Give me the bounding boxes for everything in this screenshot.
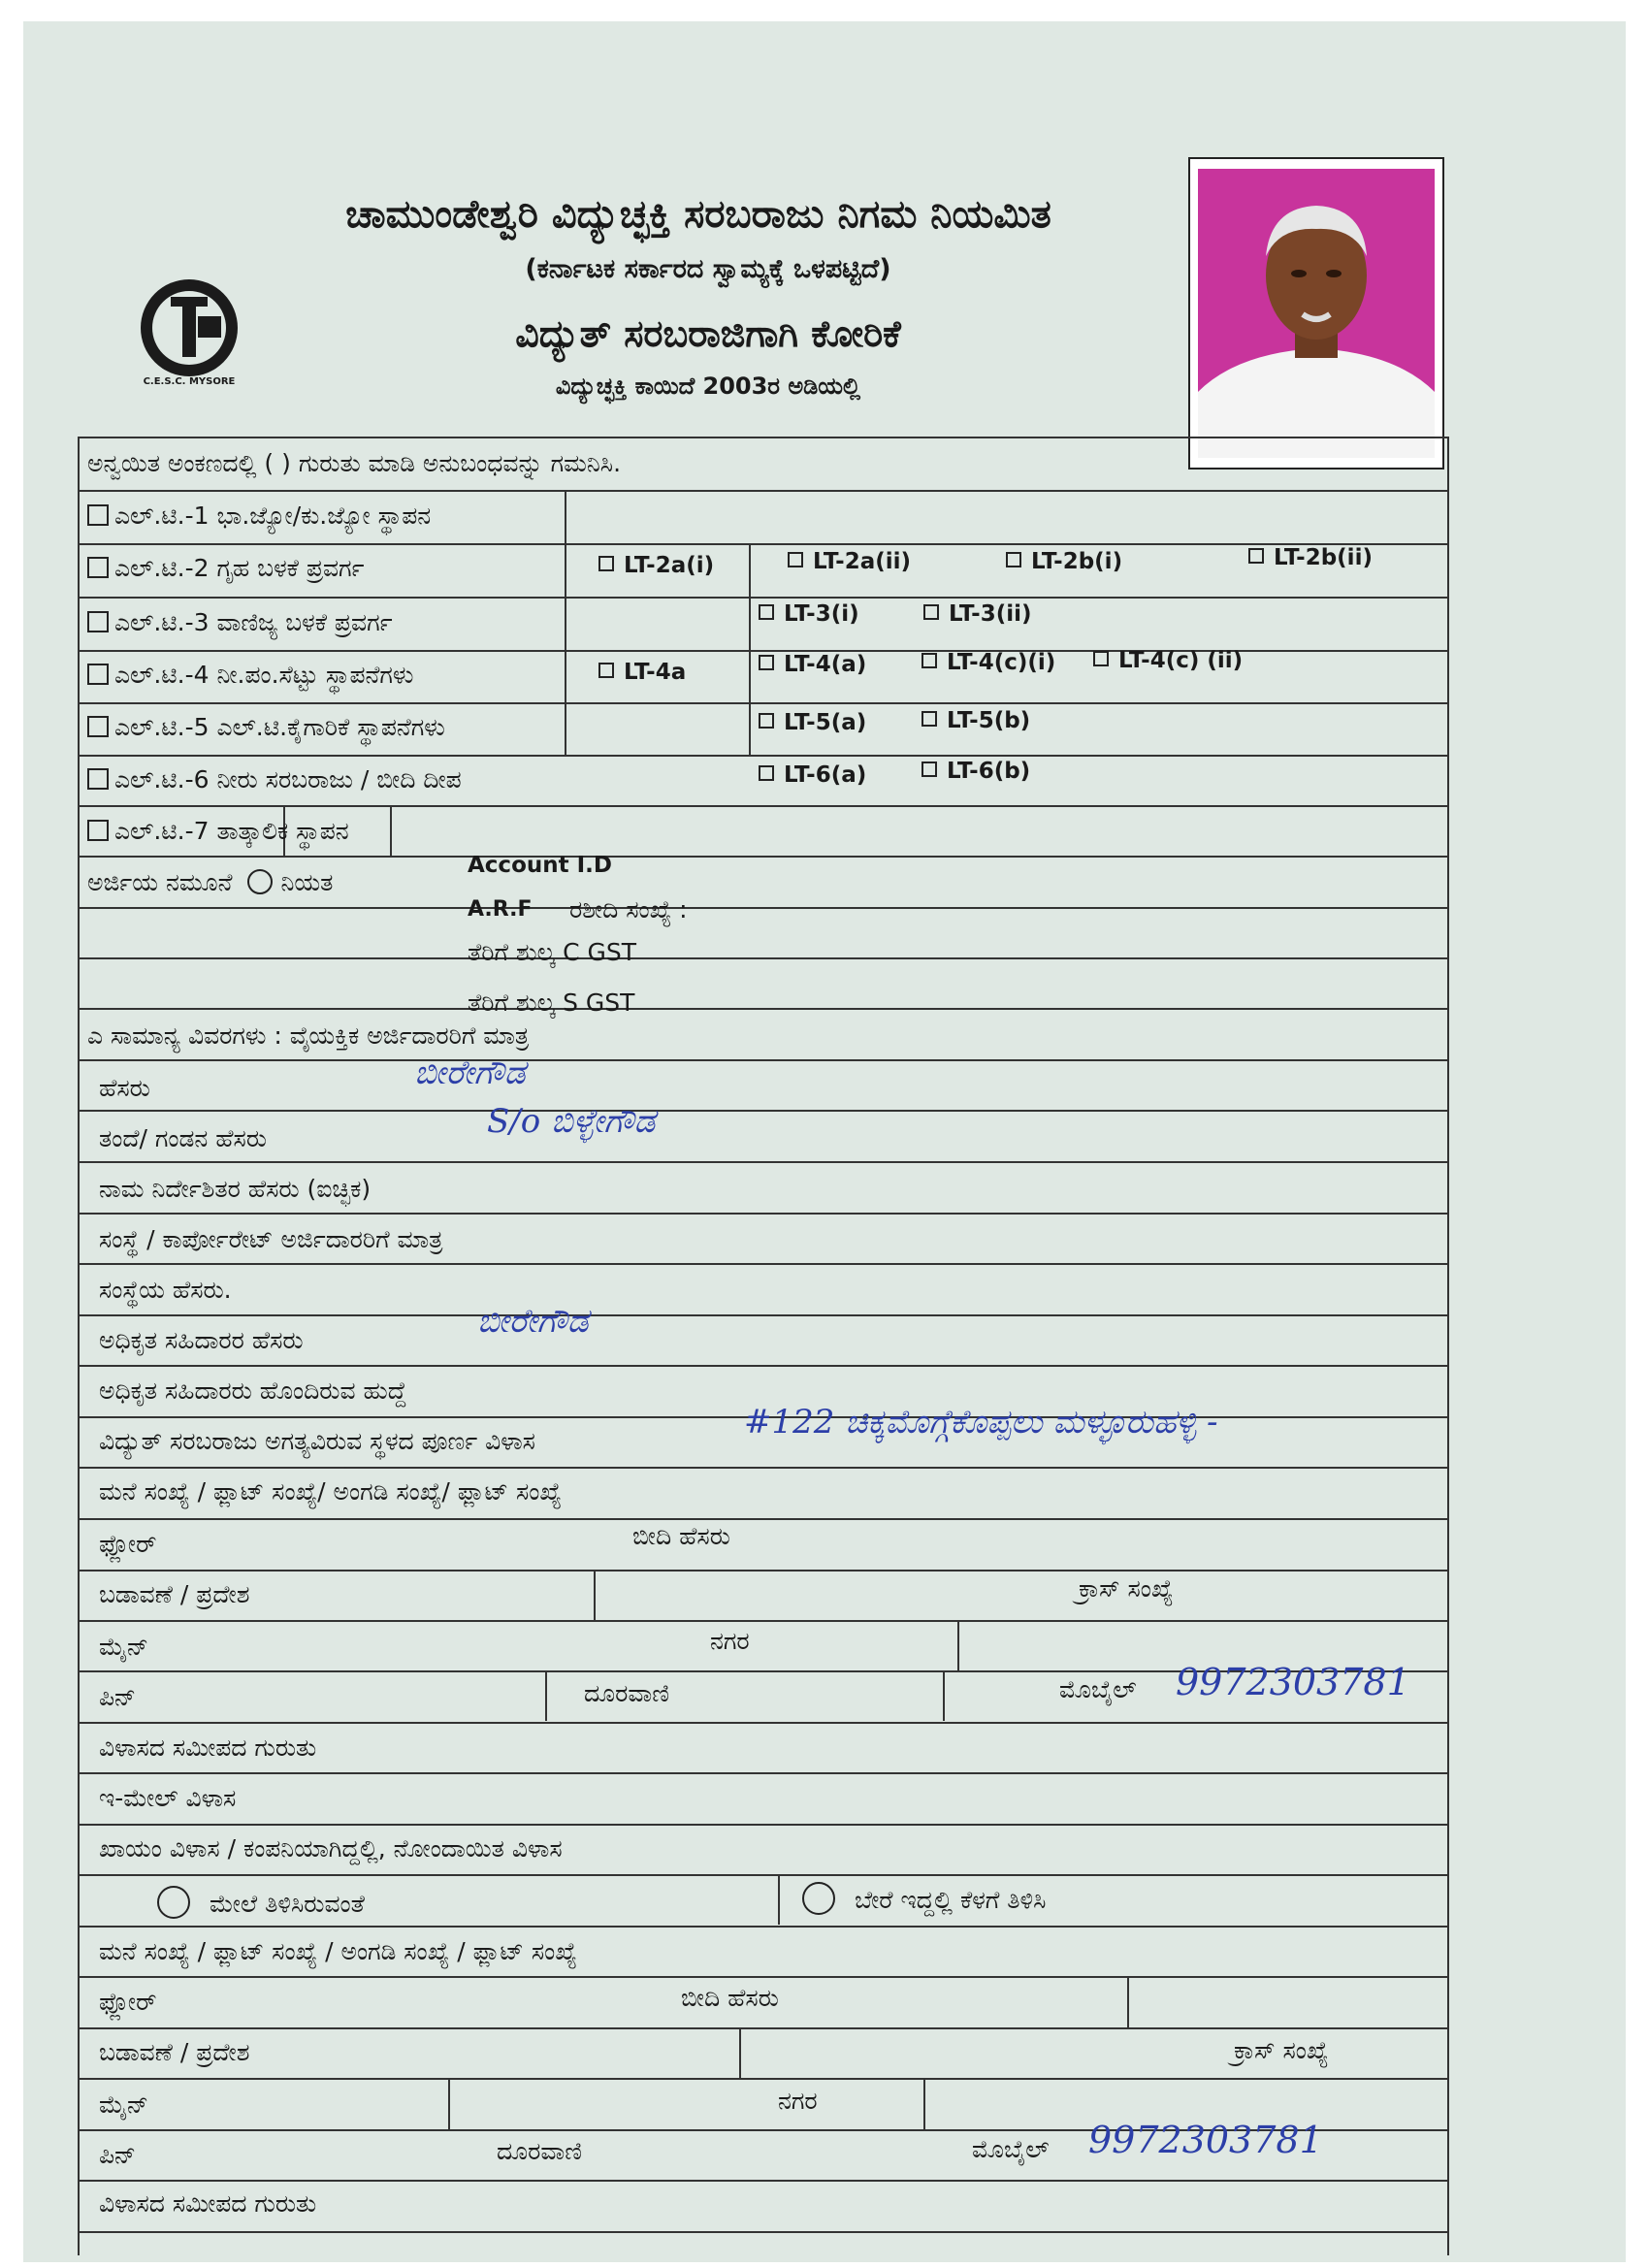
- receipt-no-label: ರಶೀದಿ ಸಂಖ್ಯೆ :: [569, 895, 688, 923]
- perm-house-no-label: ಮನೆ ಸಂಖ್ಯೆ / ಫ್ಲಾಟ್ ಸಂಖ್ಯೆ / ಅಂಗಡಿ ಸಂಖ್ಯೆ / ಫ್ಲಾಟ್ ಸಂಖ್ಯೆ: [99, 1937, 577, 1965]
- lt7-option[interactable]: ಎಲ್.ಟಿ.-7 ತಾತ್ಕಾಲಿಕ ಸ್ಥಾಪನ: [87, 818, 349, 845]
- perm-cross-label: ಕ್ರಾಸ್ ಸಂಖ್ಯೆ: [1234, 2036, 1329, 2064]
- father-name-value[interactable]: S/o ಬಿಳ್ಳೇಗೌಡ: [487, 1102, 656, 1141]
- lt-4-c-i[interactable]: LT-4(c)(i): [922, 650, 1055, 675]
- lt6-option[interactable]: ಎಲ್.ಟಿ.-6 ನೀರು ಸರಬರಾಜು / ಬೀದಿ ದೀಪ: [87, 766, 462, 794]
- checkbox-lt3[interactable]: [87, 611, 109, 632]
- application-type-label: ಅರ್ಜಿಯ ನಮೂನೆ ನಿಯತ: [87, 868, 334, 896]
- lt4-option[interactable]: ಎಲ್.ಟಿ.-4 ನೀ.ಪಂ.ಸೆಟ್ಟು ಸ್ಥಾಪನೆಗಳು: [87, 662, 413, 689]
- same-as-above-radio[interactable]: [157, 1886, 190, 1919]
- lt-4-c-ii[interactable]: LT-4(c) (ii): [1093, 648, 1243, 673]
- perm-mobile-label: ಮೊಬೈಲ್: [972, 2135, 1050, 2163]
- checkbox-lt2[interactable]: [87, 557, 109, 578]
- sgst-label: ತೆರಿಗೆ ಶುಲ್ಕ S GST: [468, 988, 635, 1017]
- org-name-label: ಸಂಸ್ಥೆಯ ಹೆಸರು.: [99, 1276, 232, 1304]
- same-as-above-option[interactable]: ಮೇಲೆ ತಿಳಿಸಿರುವಂತೆ: [157, 1886, 365, 1919]
- lt-3-i[interactable]: LT-3(i): [759, 601, 859, 627]
- lt-2a-ii[interactable]: LT-2a(ii): [788, 549, 911, 574]
- cgst-label: ತೆರಿಗೆ ಶುಲ್ಕ C GST: [468, 938, 637, 966]
- checkbox-lt5[interactable]: [87, 716, 109, 737]
- father-name-label: ತಂದೆ/ ಗಂಡನ ಹೆಸರು: [99, 1124, 267, 1152]
- phone-label: ದೂರವಾಣಿ: [584, 1679, 669, 1707]
- regular-radio[interactable]: [247, 869, 273, 894]
- full-address-label: ವಿದ್ಯುತ್ ಸರಬರಾಜು ಅಗತ್ಯವಿರುವ ಸ್ಥಳದ ಪೂರ್ಣ ವಿಳಾಸ: [99, 1427, 535, 1455]
- mobile-label: ಮೊಬೈಲ್: [1059, 1675, 1137, 1703]
- lt-5-a[interactable]: LT-5(a): [759, 710, 866, 735]
- lt3-option[interactable]: ಎಲ್.ಟಿ.-3 ವಾಣಿಜ್ಯ ಬಳಕೆ ಪ್ರವರ್ಗ: [87, 609, 393, 636]
- full-address-value[interactable]: #122 ಚಿಕ್ಕಮೊಗ್ಗೆಕೊಪ್ಪಲು ಮಳ್ಳೂರುಹಳ್ಳಿ -: [744, 1403, 1218, 1442]
- mobile-value[interactable]: 9972303781: [1176, 1661, 1410, 1703]
- signatory-label: ಅಧಿಕೃತ ಸಹಿದಾರರ ಹೆಸರು: [99, 1326, 304, 1354]
- pin-label: ಪಿನ್: [99, 1683, 137, 1711]
- perm-phone-label: ದೂರವಾಣಿ: [497, 2137, 582, 2165]
- checkbox-lt1[interactable]: [87, 504, 109, 526]
- arf-label: A.R.F: [468, 897, 533, 922]
- act-line: ವಿದ್ಯುಚ್ಛಕ್ತಿ ಕಾಯಿದೆ 2003ರ ಅಡಿಯಲ್ಲಿ: [555, 373, 861, 400]
- corporate-heading: ಸಂಸ್ಥೆ / ಕಾರ್ಪೋರೇಟ್ ಅರ್ಜಿದಾರರಿಗೆ ಮಾತ್ರ: [99, 1225, 443, 1253]
- signatory-value[interactable]: ಬೀರೇಗೌಡ: [477, 1302, 589, 1341]
- perm-area-label: ಬಡಾವಣೆ / ಪ್ರದೇಶ: [99, 2038, 250, 2066]
- name-value[interactable]: ಬೀರೇಗೌಡ: [414, 1053, 526, 1092]
- lt-6-a[interactable]: LT-6(a): [759, 762, 866, 788]
- lt-5-b[interactable]: LT-5(b): [922, 708, 1030, 733]
- cross-label: ಕ್ರಾಸ್ ಸಂಖ್ಯೆ: [1079, 1574, 1174, 1603]
- city-label: ನಗರ: [710, 1627, 750, 1655]
- different-address-radio[interactable]: [802, 1882, 835, 1915]
- street-label: ಬೀದಿ ಹೆಸರು: [632, 1522, 730, 1550]
- main-label: ಮೈನ್: [99, 1633, 148, 1661]
- applicant-photo: [1188, 157, 1444, 470]
- lt1-option[interactable]: ಎಲ್.ಟಿ.-1 ಭಾ.ಜ್ಯೋ/ಕು.ಜ್ಯೋ ಸ್ಥಾಪನ: [87, 502, 431, 530]
- house-no-label: ಮನೆ ಸಂಖ್ಯೆ / ಫ್ಲಾಟ್ ಸಂಖ್ಯೆ/ ಅಂಗಡಿ ಸಂಖ್ಯೆ/ ಫ್ಲಾಟ್ ಸಂಖ್ಯೆ: [99, 1477, 562, 1506]
- lt-2b-i[interactable]: LT-2b(i): [1006, 549, 1122, 574]
- instruction-text: ಅನ್ವಯಿತ ಅಂಕಣದಲ್ಲಿ ( ) ಗುರುತು ಮಾಡಿ ಅನುಬಂಧವನ್ನು ಗಮನಿಸಿ.: [87, 449, 622, 477]
- checkbox-lt7[interactable]: [87, 820, 109, 841]
- area-label: ಬಡಾವಣೆ / ಪ್ರದೇಶ: [99, 1580, 250, 1608]
- org-name: ಚಾಮುಂಡೇಶ್ವರಿ ವಿದ್ಯುಚ್ಛಕ್ತಿ ಸರಬರಾಜು ನಿಗಮ ನಿಯಮಿತ: [345, 192, 1051, 237]
- lt-3-ii[interactable]: LT-3(ii): [923, 601, 1032, 627]
- account-id-label: Account I.D: [468, 853, 613, 878]
- permanent-address-heading: ಖಾಯಂ ವಿಳಾಸ / ಕಂಪನಿಯಾಗಿದ್ದಲ್ಲಿ, ನೋಂದಾಯಿತ ವಿಳಾಸ: [99, 1834, 563, 1863]
- perm-main-label: ಮೈನ್: [99, 2090, 148, 2119]
- nominee-label: ನಾಮ ನಿರ್ದೇಶಿತರ ಹೆಸರು (ಐಚ್ಛಿಕ): [99, 1175, 372, 1203]
- application-form: [78, 437, 1449, 2255]
- lt-4-a[interactable]: LT-4(a): [759, 652, 866, 677]
- checkbox-lt6[interactable]: [87, 768, 109, 790]
- designation-label: ಅಧಿಕೃತ ಸಹಿದಾರರು ಹೊಂದಿರುವ ಹುದ್ದೆ: [99, 1377, 407, 1405]
- govt-line: (ಕರ್ನಾಟಕ ಸರ್ಕಾರದ ಸ್ವಾಮ್ಯಕ್ಕೆ ಒಳಪಟ್ಟಿದೆ): [525, 254, 891, 284]
- name-label: ಹೆಸರು: [99, 1074, 150, 1102]
- landmark-label: ವಿಳಾಸದ ಸಮೀಪದ ಗುರುತು: [99, 1733, 317, 1762]
- lt-6-b[interactable]: LT-6(b): [922, 759, 1030, 784]
- perm-mobile-value[interactable]: 9972303781: [1088, 2119, 1323, 2161]
- floor-label: ಫ್ಲೋರ್: [99, 1530, 157, 1558]
- person-photo-icon: [1198, 169, 1435, 458]
- lt-2b-ii[interactable]: LT-2b(ii): [1248, 545, 1373, 570]
- different-address-option[interactable]: ಬೇರೆ ಇದ್ದಲ್ಲಿ ಕೆಳಗೆ ತಿಳಿಸಿ: [802, 1882, 1046, 1915]
- logo-text: C.E.S.C. MYSORE: [143, 376, 236, 387]
- lt-4a-left[interactable]: LT-4a: [598, 660, 686, 685]
- perm-floor-label: ಫ್ಲೋರ್: [99, 1988, 157, 2016]
- perm-landmark-label: ವಿಳಾಸದ ಸಮೀಪದ ಗುರುತು: [99, 2189, 317, 2218]
- lt-2a-i[interactable]: LT-2a(i): [598, 553, 714, 578]
- perm-pin-label: ಪಿನ್: [99, 2141, 137, 2169]
- lt2-option[interactable]: ಎಲ್.ಟಿ.-2 ಗೃಹ ಬಳಕೆ ಪ್ರವರ್ಗ: [87, 555, 365, 582]
- lt5-option[interactable]: ಎಲ್.ಟಿ.-5 ಎಲ್.ಟಿ.ಕೈಗಾರಿಕೆ ಸ್ಥಾಪನೆಗಳು: [87, 714, 445, 741]
- section-a-heading: ಎ ಸಾಮಾನ್ಯ ವಿವರಗಳು : ವೈಯಕ್ತಿಕ ಅರ್ಜಿದಾರರಿಗೆ ಮಾತ್ರ: [87, 1021, 530, 1050]
- perm-street-label: ಬೀದಿ ಹೆಸರು: [681, 1984, 779, 2012]
- form-title: ವಿದ್ಯುತ್ ಸರಬರಾಜಿಗಾಗಿ ಕೋರಿಕೆ: [515, 312, 901, 355]
- perm-city-label: ನಗರ: [778, 2087, 818, 2115]
- cesc-logo: [126, 262, 252, 388]
- checkbox-lt4[interactable]: [87, 664, 109, 685]
- email-label: ಇ-ಮೇಲ್ ವಿಳಾಸ: [99, 1784, 237, 1812]
